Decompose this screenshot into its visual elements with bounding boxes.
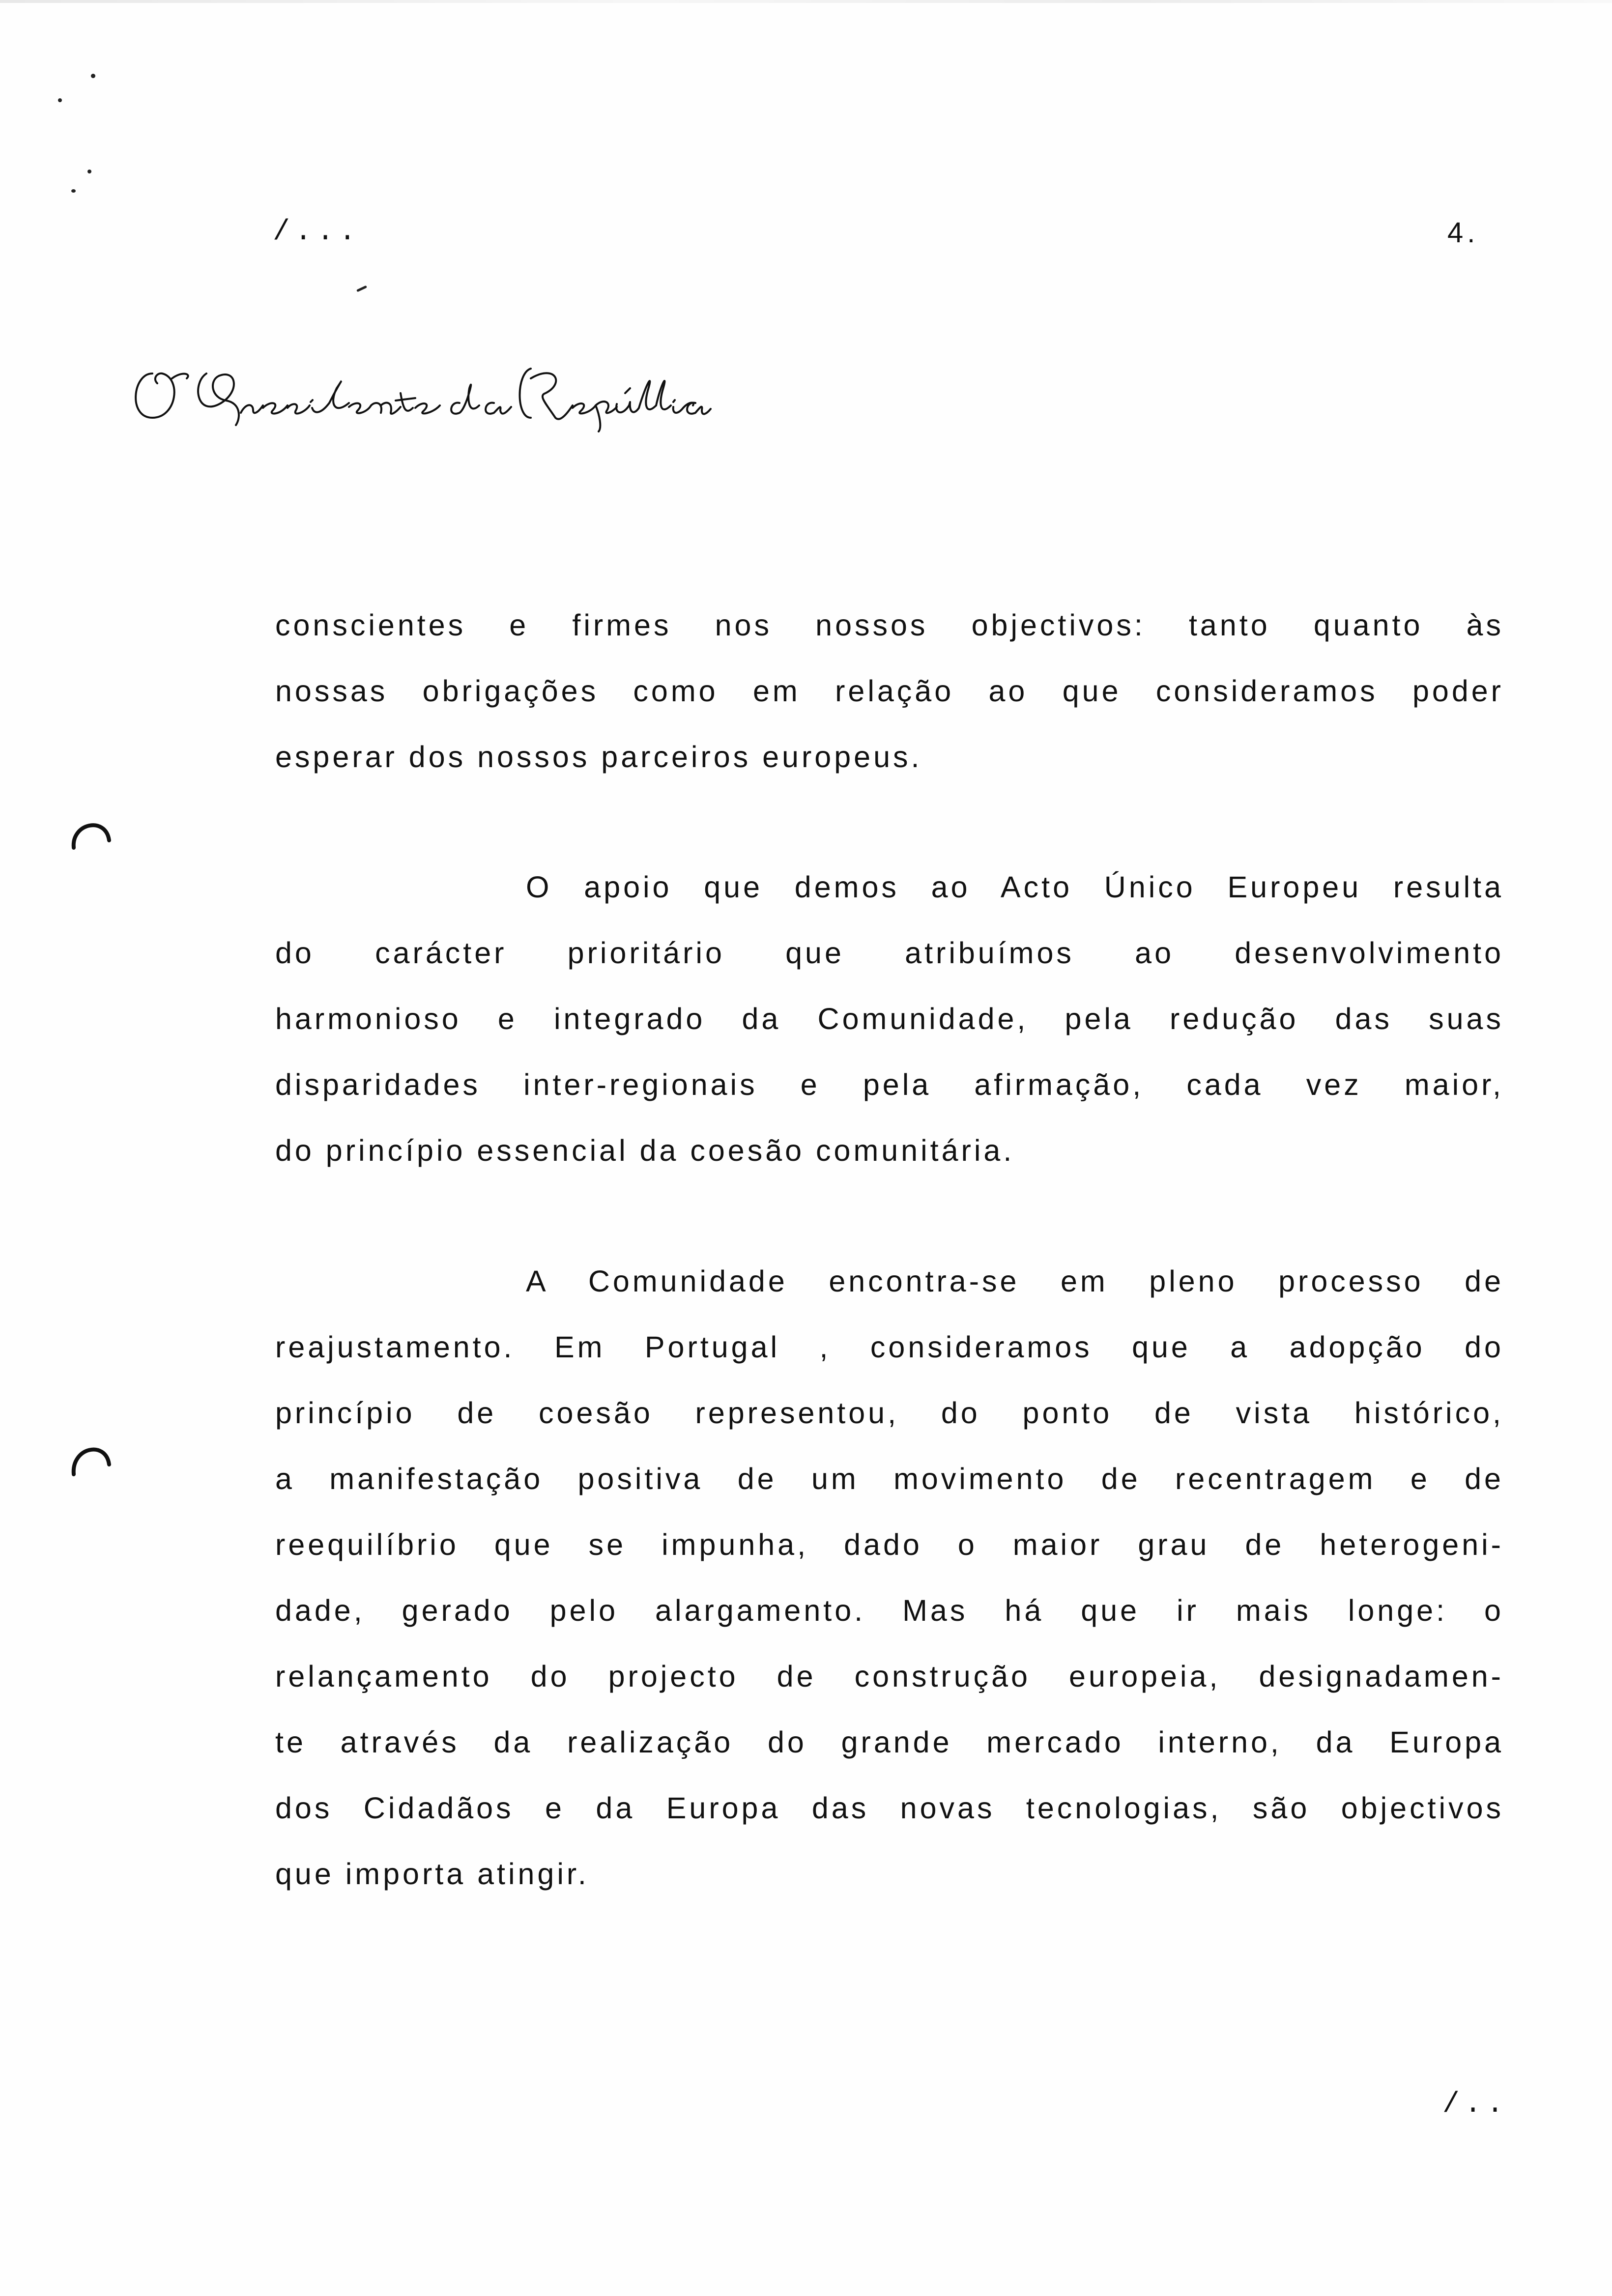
punch-hole-mark — [69, 811, 113, 855]
text-line: do princípio essencial da coesão comunitária. — [275, 1134, 1015, 1167]
text-line: te através da realização do grande mercado interno, da Europa — [275, 1725, 1504, 1759]
text-line: reequilíbrio que se impunha, dado o maior grau de heterogeni- — [275, 1528, 1504, 1561]
text-line: O apoio que demos ao Acto Único Europeu resulta — [526, 870, 1504, 904]
text-line: dade, gerado pelo alargamento. Mas há que ir mais longe: o — [275, 1594, 1504, 1627]
text-line: a manifestação positiva de um movimento de recentragem e de — [275, 1462, 1504, 1495]
header-continuation-mark: /... — [273, 216, 361, 248]
text-line: do carácter prioritário que atribuímos ao desenvolvimento — [275, 936, 1504, 970]
paragraph-3 — [275, 1248, 1504, 1907]
scan-speck — [71, 189, 76, 193]
text-line: esperar dos nossos parceiros europeus. — [275, 740, 922, 774]
scan-speck — [58, 98, 62, 102]
scan-speck — [91, 74, 95, 78]
text-line: conscientes e firmes nos nossos objectivos: tanto quanto às — [275, 608, 1504, 642]
text-line: reajustamento. Em Portugal , consideramos que a adopção do — [275, 1330, 1504, 1364]
punch-hole-mark — [69, 1435, 113, 1479]
text-line: relançamento do projecto de construção europeia, designadamen- — [275, 1660, 1504, 1693]
text-line: nossas obrigações como em relação ao que consideramos poder — [275, 674, 1504, 708]
text-line: que importa atingir. — [275, 1857, 589, 1891]
scan-speck — [87, 170, 91, 173]
text-line: princípio de coesão representou, do ponto de vista histórico, — [275, 1396, 1504, 1430]
footer-continuation-mark: /.. — [1442, 2089, 1509, 2121]
letterhead-signature-logo — [123, 344, 713, 432]
scan-top-edge — [0, 0, 1612, 3]
text-line: dos Cidadãos e da Europa das novas tecnologias, são objectivos — [275, 1791, 1504, 1825]
paragraph-2 — [275, 854, 1504, 1183]
text-line: disparidades inter-regionais e pela afirmação, cada vez maior, — [275, 1068, 1504, 1101]
text-line: A Comunidade encontra-se em pleno processo de — [526, 1264, 1504, 1298]
page-number: 4. — [1447, 217, 1479, 249]
text-line: harmonioso e integrado da Comunidade, pela redução das suas — [275, 1002, 1504, 1035]
paragraph-1 — [275, 592, 1504, 790]
scan-speck — [356, 286, 367, 292]
